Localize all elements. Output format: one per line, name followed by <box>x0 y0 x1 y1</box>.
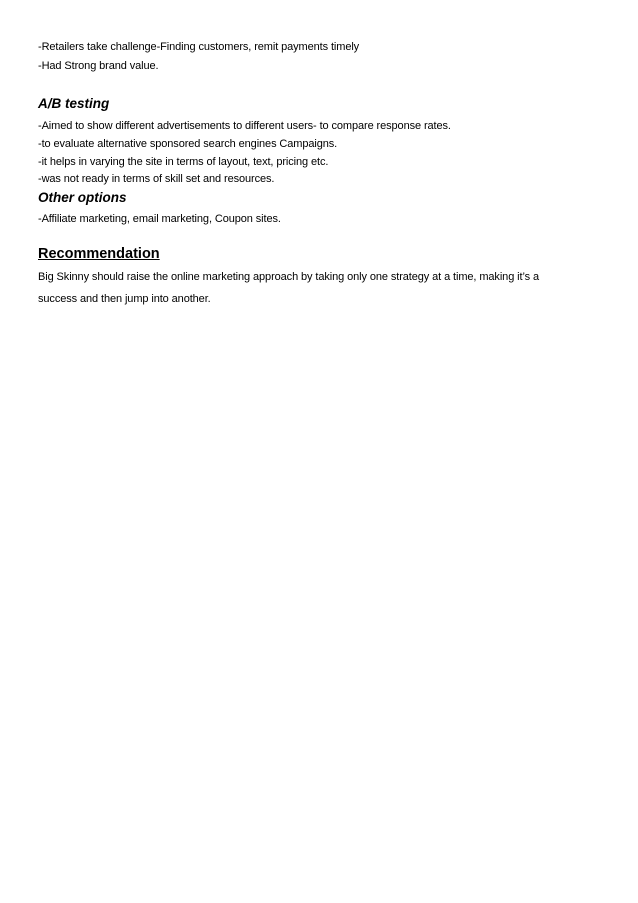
ab-testing-line-4: -was not ready in terms of skill set and resources. <box>38 173 275 185</box>
intro-line-2: -Had Strong brand value. <box>38 60 159 72</box>
recommendation-line-1: Big Skinny should raise the online marketing approach by taking only one strategy at a time, making it’s a <box>38 271 539 283</box>
recommendation-heading: Recommendation <box>38 246 160 262</box>
intro-line-1: -Retailers take challenge-Finding customers, remit payments timely <box>38 41 360 53</box>
recommendation-line-2: success and then jump into another. <box>38 293 211 305</box>
ab-testing-line-2: -to evaluate alternative sponsored search engines Campaigns. <box>38 138 338 150</box>
other-options-line-1: -Affiliate marketing, email marketing, Coupon sites. <box>38 213 281 225</box>
ab-testing-line-1: -Aimed to show different advertisements to different users- to compare response rates. <box>38 120 451 132</box>
ab-testing-line-3: -it helps in varying the site in terms of layout, text, pricing etc. <box>38 156 329 168</box>
ab-testing-heading: A/B testing <box>38 96 110 111</box>
other-options-heading: Other options <box>38 190 127 205</box>
